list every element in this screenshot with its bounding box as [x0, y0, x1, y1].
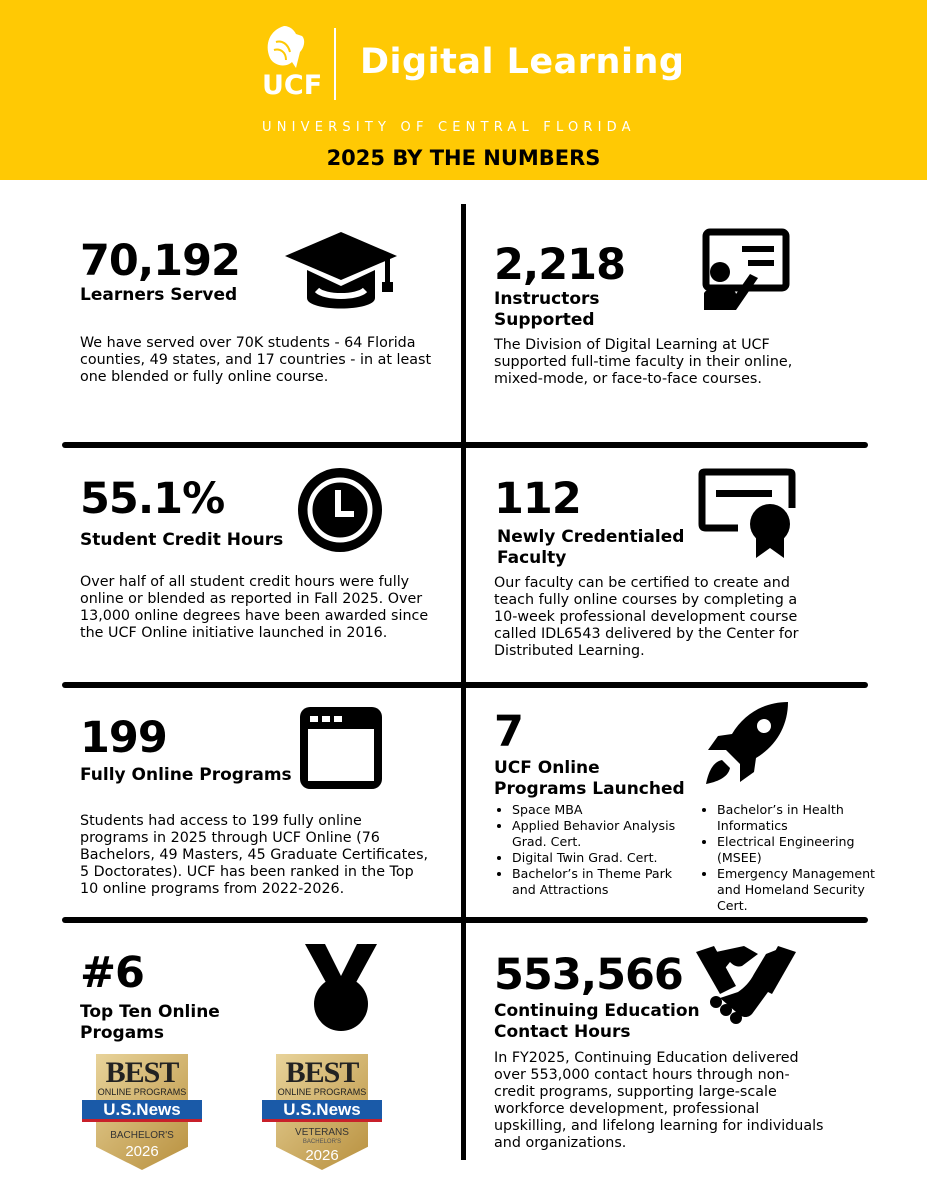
badge-category: BACHELOR'S: [110, 1130, 174, 1141]
list-item: • Electrical Engineering (MSEE): [717, 834, 899, 866]
instructor-board-icon: [702, 228, 790, 310]
horizontal-divider: [62, 917, 868, 923]
stat-body: The Division of Digital Learning at UCF supported full-time faculty in their online, mixed-mode, or face-to-face courses.: [494, 337, 793, 387]
medal-icon: [303, 942, 379, 1032]
list-item: • Space MBA: [512, 802, 699, 818]
list-item: • Bachelor’s in Theme Park and Attractions: [512, 866, 699, 898]
stat-number: 7: [494, 707, 523, 757]
stat-label: Top Ten Online Progams: [80, 1002, 220, 1043]
stat-label: Continuing Education Contact Hours: [494, 1001, 700, 1042]
header-banner: [0, 0, 927, 180]
badge-brand: U.S.News: [82, 1100, 202, 1122]
badge-year: 2026: [125, 1143, 159, 1160]
badge-programs: ONLINE PROGRAMS: [277, 1087, 367, 1097]
horizontal-divider: [62, 682, 868, 688]
stat-number: 112: [494, 474, 581, 524]
badge-programs: ONLINE PROGRAMS: [97, 1087, 187, 1097]
badge-best: BEST: [285, 1056, 359, 1089]
list-item: • Digital Twin Grad. Cert.: [512, 850, 699, 866]
stat-number: 55.1%: [80, 474, 225, 524]
stat-number: 553,566: [494, 950, 683, 1000]
ucf-logo-text: UCF: [262, 70, 323, 101]
stat-body: Students had access to 199 fully online programs in 2025 through UCF Online (76 Bachelors, 49 Masters, 45 Graduate Certificates, 5 Doctorates). UCF has been ranked in the Top 10 online programs from 2022-2026.: [80, 813, 429, 897]
us-news-badge-bachelors: [82, 1054, 202, 1170]
header-divider: [334, 28, 336, 100]
stat-label: Fully Online Programs: [80, 765, 292, 785]
stat-number: 70,192: [80, 236, 240, 286]
stat-label: Newly Credentialed Faculty: [497, 527, 685, 568]
horizontal-divider: [62, 442, 868, 448]
list-item: • Applied Behavior Analysis Grad. Cert.: [512, 818, 699, 850]
stat-label: Learners Served: [80, 285, 238, 305]
pegasus-logo-icon: [262, 22, 312, 70]
stat-number: #6: [80, 948, 144, 998]
stat-label: Instructors Supported: [494, 289, 600, 330]
browser-window-icon: [300, 707, 382, 789]
programs-list-left: [494, 802, 699, 898]
list-item: • Emergency Management and Homeland Security Cert.: [717, 866, 899, 914]
stat-label: UCF Online Programs Launched: [494, 758, 685, 799]
badge-best: BEST: [105, 1056, 179, 1089]
stat-body: We have served over 70K students - 64 Florida counties, 49 states, and 17 countries - in at least one blended or fully online course.: [80, 335, 432, 385]
header-subtitle: UNIVERSITY OF CENTRAL FLORIDA: [262, 120, 636, 135]
us-news-badge-veterans: [262, 1054, 382, 1170]
clock-icon: [298, 468, 382, 552]
stat-number: 199: [80, 713, 167, 763]
stat-body: Our faculty can be certified to create and teach fully online courses by completing a 10-week professional development course called IDL6543 delivered by the Center for Distributed Learning.: [494, 575, 799, 659]
list-item: • Bachelor’s in Health Informatics: [717, 802, 899, 834]
badge-subcategory: BACHELOR'S: [302, 1139, 342, 1145]
stat-label: Student Credit Hours: [80, 530, 284, 550]
certificate-icon: [698, 468, 796, 558]
badge-brand: U.S.News: [262, 1100, 382, 1122]
graduation-cap-icon: [285, 232, 397, 316]
stat-number: 2,218: [494, 240, 626, 290]
header-title: Digital Learning: [360, 42, 685, 82]
stat-body: In FY2025, Continuing Education delivered over 553,000 contact hours through non-credit programs, supporting large-scale workforce development, professional upskilling, and lifelong learning for individuals and organizations.: [494, 1050, 824, 1151]
badge-category: VETERANS: [295, 1127, 349, 1138]
rocket-icon: [704, 700, 790, 786]
page-heading: 2025 BY THE NUMBERS: [326, 146, 601, 170]
stat-body: Over half of all student credit hours were fully online or blended as reported in Fall 2025. Over 13,000 online degrees have been awarded since the UCF Online initiative launched in 2016.: [80, 574, 429, 641]
handshake-icon: [696, 942, 796, 1026]
badge-year: 2026: [305, 1147, 339, 1164]
programs-list-right: [699, 802, 899, 914]
